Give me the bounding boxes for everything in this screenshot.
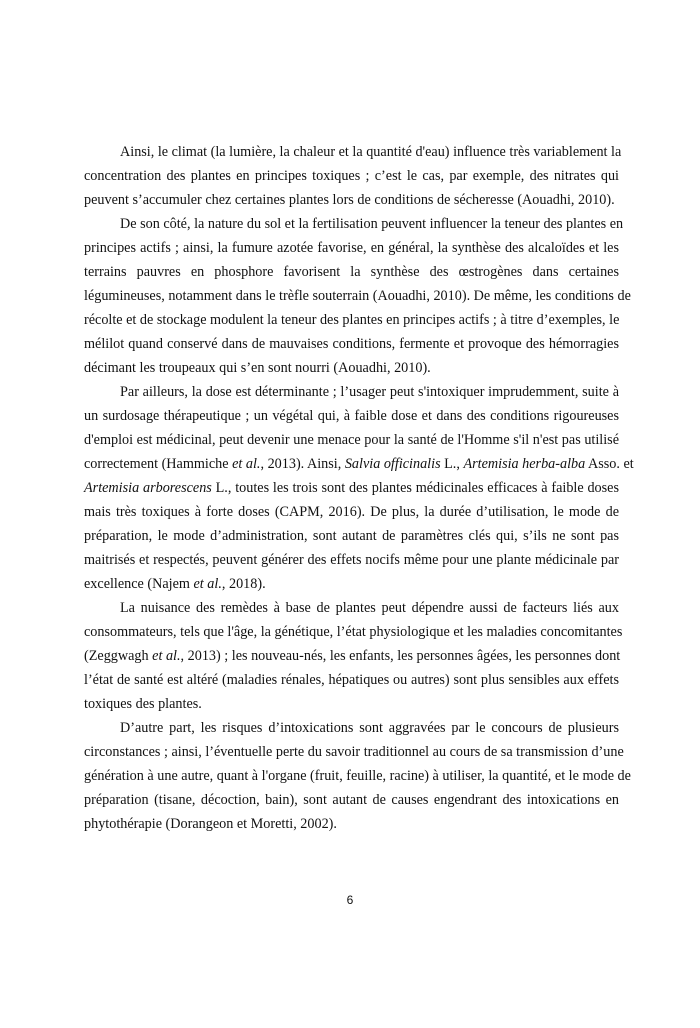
text-line: mais très toxiques à forte doses (CAPM, 2016). De plus, la durée d’utilisation, le mode de [84,504,619,520]
text-line: terrains pauvres en phosphore favorisent la synthèse des œstrogènes dans certaines [84,264,619,280]
text-line: Artemisia arborescens L., toutes les trois sont des plantes médicinales efficaces à faible doses [84,480,619,496]
text-line: D’autre part, les risques d’intoxications sont aggravées par le concours de plusieurs [120,720,619,736]
page-number: 6 [346,893,354,907]
italic-term: Artemisia herba-alba [463,456,586,472]
text-line: phytothérapie (Dorangeon et Moretti, 2002). [84,816,337,832]
text-line: légumineuses, notamment dans le trèfle souterrain (Aouadhi, 2010). De même, les conditions de [84,288,631,304]
text-line: récolte et de stockage modulent la teneur des plantes en principes actifs ; à titre d’exemples, le [84,312,620,328]
text-line: excellence (Najem et al., 2018). [84,576,266,592]
text-line: l’état de santé est altéré (maladies rénales, hépatiques ou autres) sont plus sensibles aux effets [84,672,619,688]
text-line: maitrisés et respectés, peuvent générer des effets nocifs même pour une plante médicinale par [84,552,619,568]
italic-term: Artemisia arborescens [84,480,212,496]
body-text [84,140,634,836]
text-line: concentration des plantes en principes toxiques ; c’est le cas, par exemple, des nitrates qui [84,168,619,184]
italic-term: Salvia officinalis [344,456,441,472]
text-line: décimant les troupeaux qui s’en sont nourri (Aouadhi, 2010). [84,360,431,376]
text-line: La nuisance des remèdes à base de plantes peut dépendre aussi de facteurs liés aux [120,600,619,616]
text-line: Ainsi, le climat (la lumière, la chaleur et la quantité d'eau) influence très variablement la [120,144,622,160]
text-line: d'emploi est médicinal, peut devenir une menace pour la santé de l'Homme s'il n'est pas utilisé [84,432,619,448]
text-line: circonstances ; ainsi, l’éventuelle perte du savoir traditionnel au cours de sa transmission d’une [84,744,624,760]
text-line: toxiques des plantes. [84,696,202,712]
italic-term: et al. [193,576,222,592]
text-line: peuvent s’accumuler chez certaines plantes lors de conditions de sécheresse (Aouadhi, 2010). [84,192,615,208]
text-line: mélilot quand conservé dans de mauvaises conditions, fermente et provoque des hémorragies [84,336,619,352]
text-line: préparation, le mode d’administration, sont autant de paramètres clés qui, s’ils ne sont pas [84,528,619,544]
text-line: (Zeggwagh et al., 2013) ; les nouveau-nés, les enfants, les personnes âgées, les personnes dont [84,648,621,664]
text-line: De son côté, la nature du sol et la fertilisation peuvent influencer la teneur des plantes en [120,216,624,232]
text-line: correctement (Hammiche et al., 2013). Ainsi, Salvia officinalis L., Artemisia herba-alba Asso. et [84,456,634,472]
text-line: principes actifs ; ainsi, la fumure azotée favorise, en général, la synthèse des alcaloïdes et les [84,240,619,256]
italic-term: et al. [232,456,261,472]
text-line: consommateurs, tels que l'âge, la génétique, l’état physiologique et les maladies concomitantes [84,624,623,640]
text-line: Par ailleurs, la dose est déterminante ; l’usager peut s'intoxiquer imprudemment, suite à [120,384,619,400]
text-line: génération à une autre, quant à l'organe (fruit, feuille, racine) à utiliser, la quantité, et le mode de [84,768,631,784]
text-line: préparation (tisane, décoction, bain), sont autant de causes engendrant des intoxications en [84,792,619,808]
italic-term: et al. [152,648,181,664]
text-line: un surdosage thérapeutique ; un végétal qui, à faible dose et dans des conditions rigoureuses [84,408,619,424]
